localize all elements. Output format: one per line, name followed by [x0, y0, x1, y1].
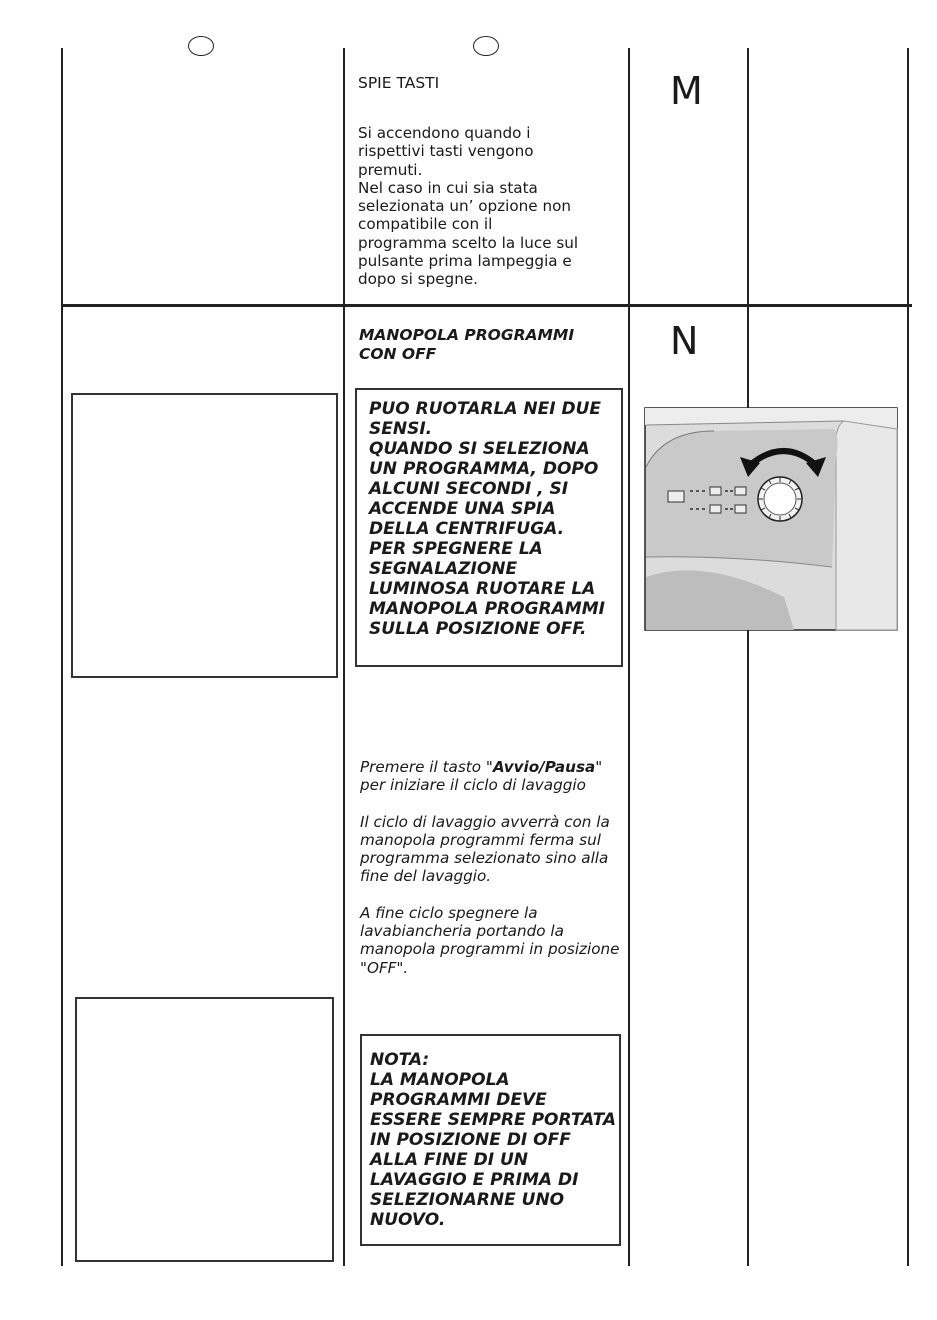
section-n-instructions	[360, 758, 622, 995]
nota-line: LA MANOPOLA	[370, 1070, 510, 1090]
warning-line: PER SPEGNERE LA	[369, 539, 543, 559]
section-letter-n: N	[670, 319, 699, 363]
section-m-line: Si accendono quando i	[358, 124, 531, 142]
nota-line: ALLA FINE DI UN	[370, 1150, 528, 1170]
warning-line: QUANDO SI SELEZIONA	[369, 439, 590, 459]
instruction-end: A fine ciclo spegnere la lavabiancheria portando la manopola programmi in posizione "OFF".	[360, 903, 620, 977]
nota-box-text	[370, 1050, 618, 1230]
warning-line: SULLA POSIZIONE OFF.	[369, 619, 587, 639]
nota-line: ESSERE SEMPRE PORTATA	[370, 1110, 617, 1130]
instruction-start-suffix: " per iniziare il ciclo di lavaggio	[360, 758, 603, 795]
section-m-line: Nel caso in cui sia stata	[358, 178, 538, 197]
instruction-start-prefix: Premere il tasto "	[360, 758, 493, 776]
language-marker-col1	[188, 36, 214, 56]
column-rule-left	[61, 48, 63, 1266]
section-m-line: selezionata un’ opzione non	[358, 197, 571, 216]
nota-line: SELEZIONARNE UNO	[370, 1190, 565, 1210]
section-m-body	[358, 124, 618, 289]
section-n-title	[359, 326, 574, 364]
warning-line: ACCENDE UNA SPIA	[369, 499, 556, 519]
section-m-line: pulsante prima lampeggia e	[358, 252, 572, 271]
program-knob-illustration	[644, 407, 898, 631]
section-divider	[62, 304, 912, 307]
empty-translation-box-top	[71, 393, 338, 678]
column-rule-4	[747, 48, 749, 1266]
warning-line: MANOPOLA PROGRAMMI	[369, 599, 605, 619]
nota-line: PROGRAMMI DEVE	[370, 1090, 547, 1110]
warning-line: UN PROGRAMMA, DOPO	[369, 459, 599, 479]
section-n-title-line: MANOPOLA PROGRAMMI	[359, 326, 575, 344]
warning-box-text	[369, 399, 621, 639]
language-marker-col2	[473, 36, 499, 56]
nota-line: LAVAGGIO E PRIMA DI	[370, 1170, 579, 1190]
section-m-line: rispettivi tasti vengono	[358, 142, 534, 161]
nota-line: NOTA:	[370, 1050, 430, 1070]
section-m-line: compatibile con il	[358, 215, 493, 234]
warning-line: SENSI.	[369, 419, 433, 439]
column-rule-3	[628, 48, 630, 1266]
section-letter-m: M	[670, 69, 703, 113]
section-m-line: premuti.	[358, 160, 423, 179]
section-n-title-line: CON OFF	[359, 345, 437, 363]
warning-line: DELLA CENTRIFUGA.	[369, 519, 565, 539]
warning-line: PUO RUOTARLA NEI DUE	[369, 399, 602, 419]
nota-line: IN POSIZIONE DI OFF	[370, 1130, 571, 1150]
instruction-start	[360, 758, 622, 795]
section-m-line: programma scelto la luce sul	[358, 233, 579, 252]
column-rule-2	[343, 48, 345, 1266]
avvio-pausa-label: Avvio/Pausa	[492, 758, 596, 776]
warning-line: LUMINOSA RUOTARE LA	[369, 579, 596, 599]
empty-translation-box-bottom	[75, 997, 334, 1262]
warning-line: SEGNALAZIONE	[369, 559, 518, 579]
column-rule-right	[907, 48, 909, 1266]
instruction-cycle: Il ciclo di lavaggio avverrà con la manopola programmi ferma sul programma selezionato sino alla fine del lavaggio.	[360, 812, 610, 886]
section-m-line: dopo si spegne.	[358, 270, 478, 289]
section-m-title: SPIE TASTI	[358, 74, 440, 92]
warning-line: ALCUNI SECONDI , SI	[369, 479, 569, 499]
nota-line: NUOVO.	[370, 1210, 446, 1230]
